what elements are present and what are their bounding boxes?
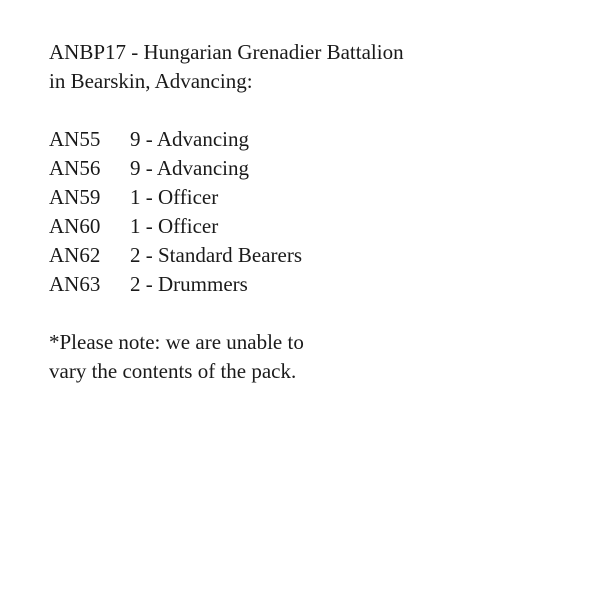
item-code: AN63 (49, 272, 101, 296)
item-description: 2 - Standard Bearers (130, 243, 303, 267)
list-item (49, 125, 580, 154)
pack-note-line-2: vary the contents of the pack. (49, 359, 297, 383)
spacer (49, 299, 580, 328)
item-code: AN60 (49, 214, 101, 238)
list-item (49, 270, 580, 299)
item-description: 9 - Advancing (130, 127, 249, 151)
list-item (49, 183, 580, 212)
pack-title-line-1: ANBP17 - Hungarian Grenadier Battalion (49, 40, 404, 64)
pack-note (49, 328, 580, 386)
list-item (49, 154, 580, 183)
list-item (49, 212, 580, 241)
pack-title-line-2: in Bearskin, Advancing: (49, 69, 253, 93)
pack-contents-list (49, 125, 580, 299)
item-description: 1 - Officer (130, 214, 219, 238)
pack-title (49, 38, 580, 96)
spacer (49, 96, 580, 125)
item-description: 2 - Drummers (130, 272, 248, 296)
item-code: AN59 (49, 185, 101, 209)
pack-note-line-1: *Please note: we are unable to (49, 330, 304, 354)
item-code: AN55 (49, 127, 101, 151)
item-code: AN62 (49, 243, 101, 267)
list-item (49, 241, 580, 270)
item-code: AN56 (49, 156, 101, 180)
product-description (49, 38, 580, 386)
item-description: 1 - Officer (130, 185, 219, 209)
item-description: 9 - Advancing (130, 156, 249, 180)
